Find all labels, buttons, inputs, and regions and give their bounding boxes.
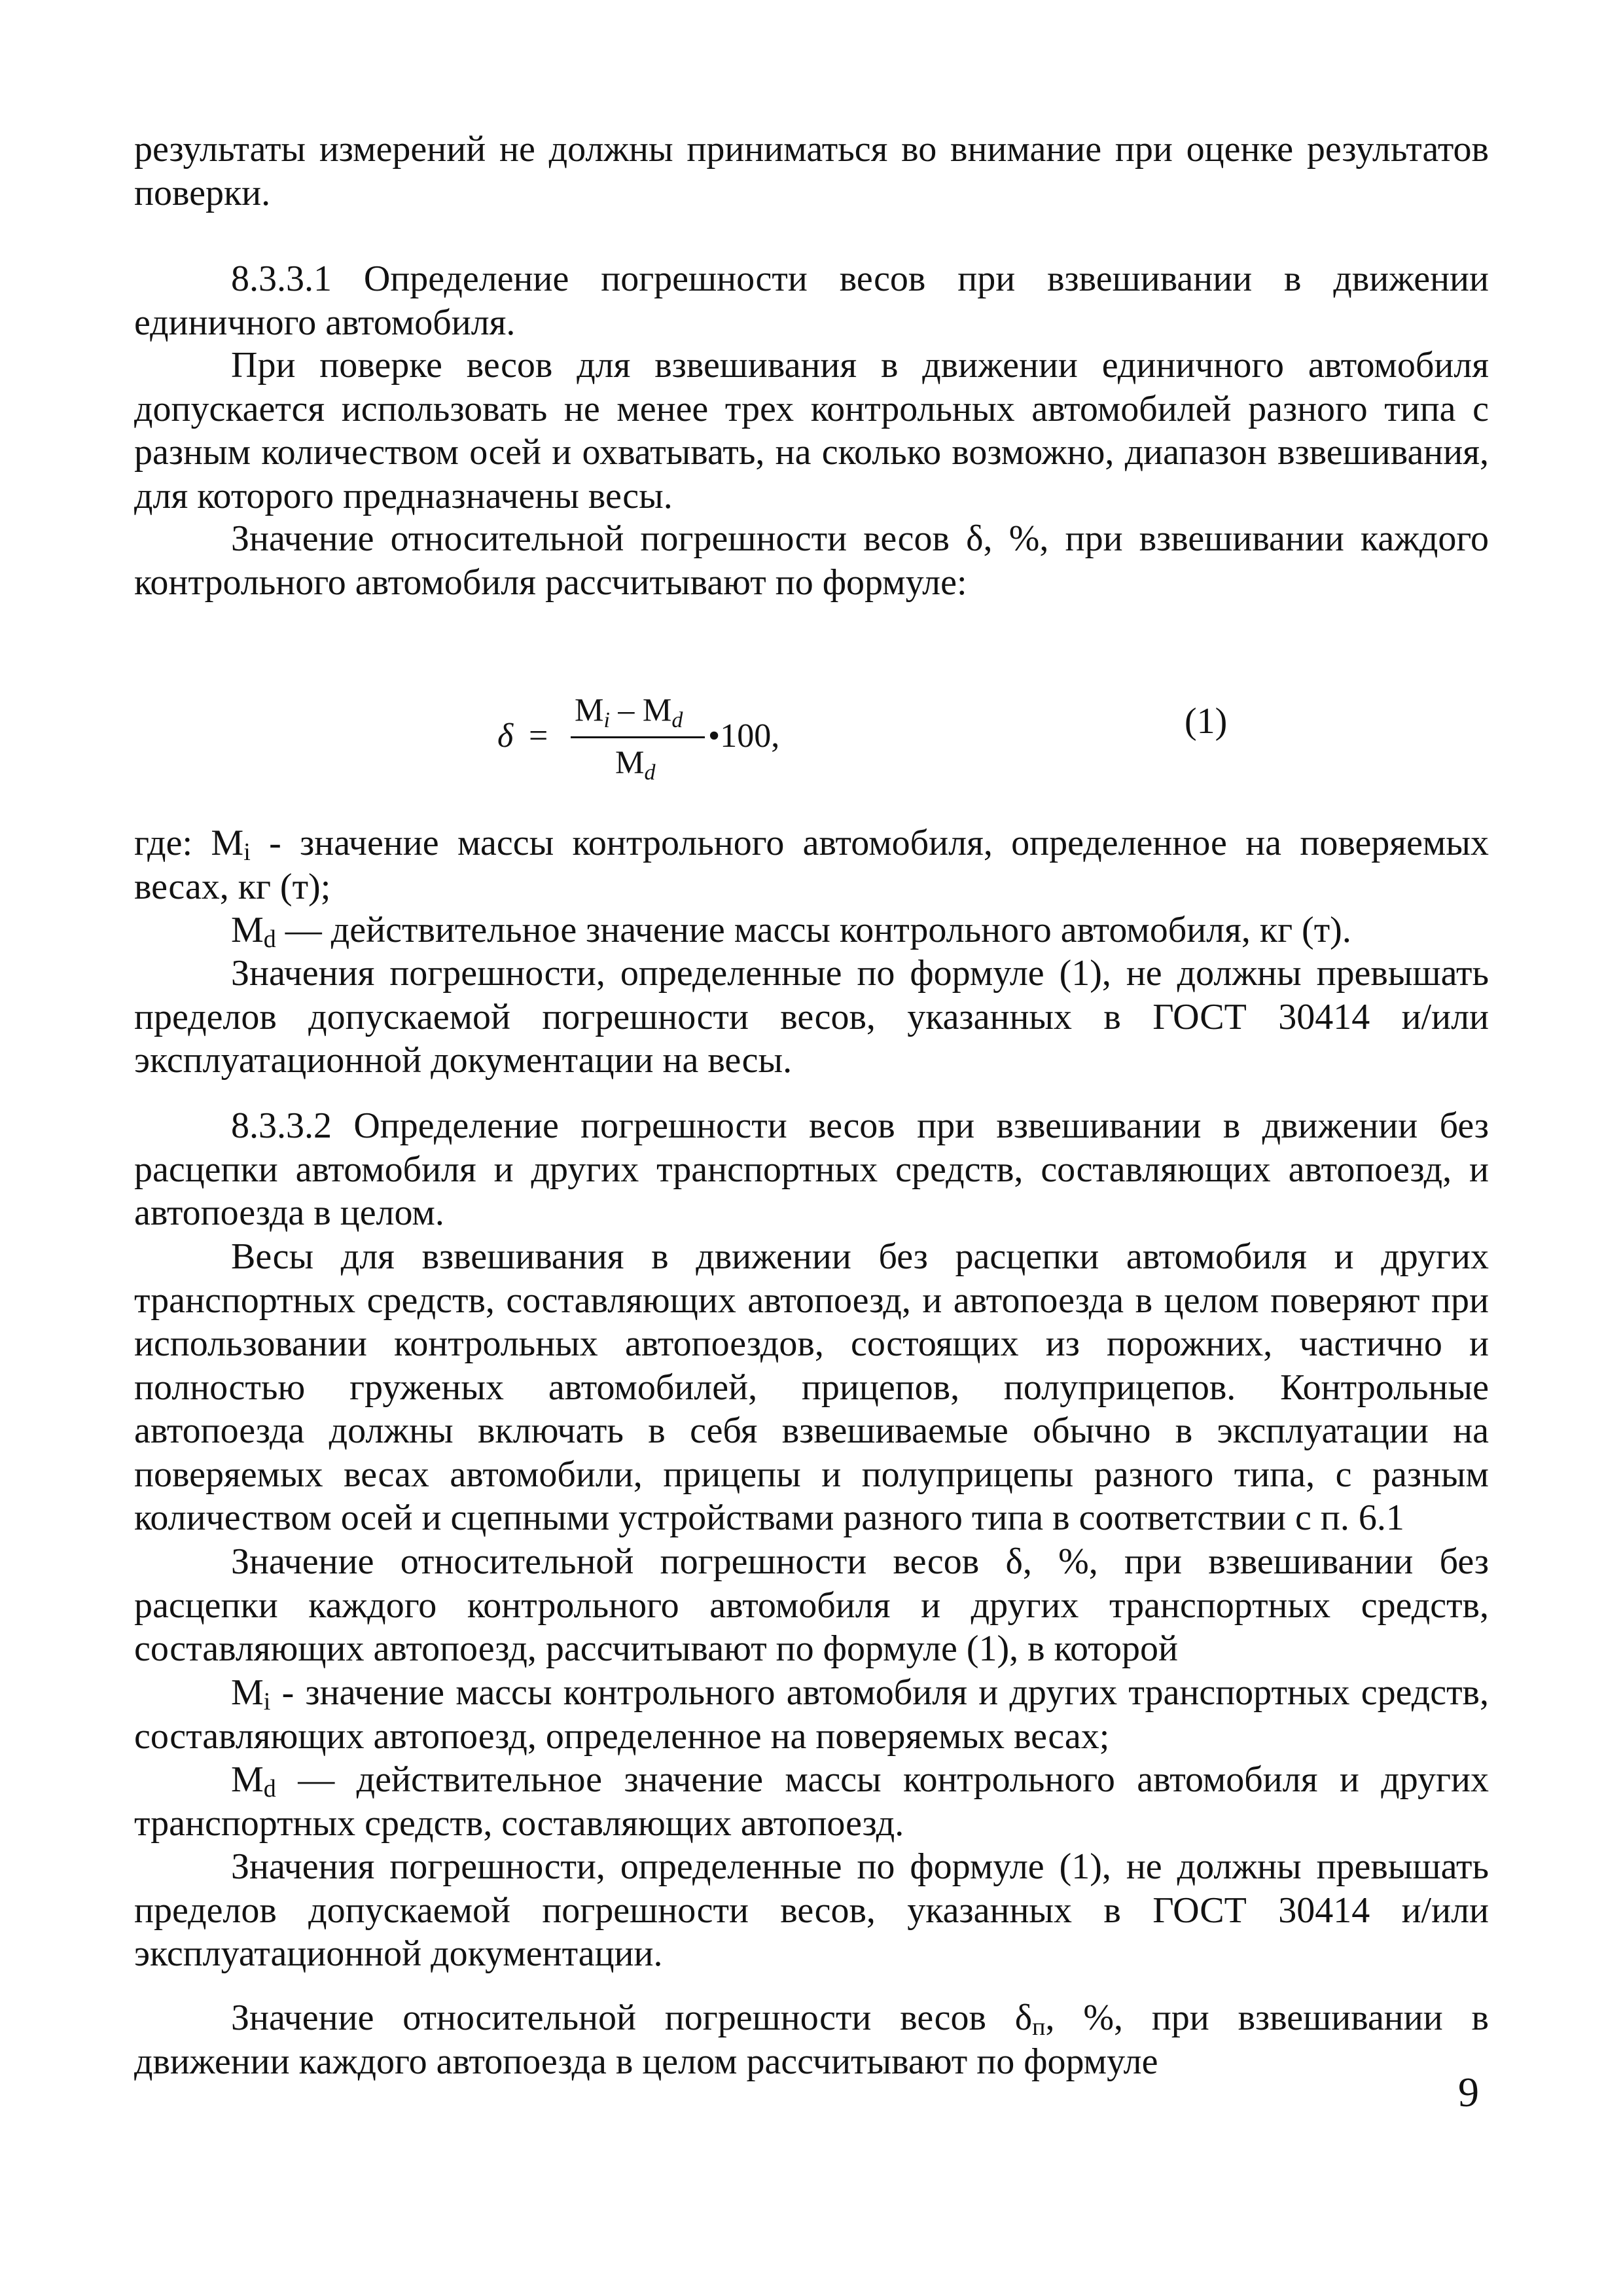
paragraph-road-train-error-intro: Значение относительной погрешности весов δ, %, при взвешивании без расцепки каждого контрольного автомобиля и других транспортных средств, составляющих автопоезд, рассчитывают по формуле (1), в которой (134, 1541, 1489, 1669)
paragraph-md-definition: $M_d$ — действительное значение массы контрольного автомобиля, кг (т). (231, 910, 1351, 953)
formula-numerator: $M_i - M_d$ (575, 691, 683, 732)
page-number: 9 (1458, 2069, 1479, 2115)
formula-denominator: $M_d$ (615, 744, 656, 785)
formula-multiplier: •100, (708, 717, 780, 755)
section-heading-8-3-3-1: 8.3.3.1 Определение погрешности весов при взвешивании в движении единичного автомобиля. (134, 259, 1489, 343)
paragraph-road-train-limits: Значения погрешности, определенные по формуле (1), не должны превышать пределов допускаемой погрешности весов, указанных в ГОСТ 30414 и/или эксплуатационной документации. (134, 1846, 1489, 1974)
formula-delta: δ (497, 717, 514, 755)
formula-number: (1) (1185, 701, 1228, 742)
paragraph-road-train-verification: Весы для взвешивания в движении без расцепки автомобиля и других транспортных средств, составляющих автопоезд, и автопоезда в целом поверяют при использовании контрольных автопоездов, состоящих из порожних, частично и полностью груженых автомобилей, прицепов, полуприцепов. Контрольные автопоезда должны включать в себя взвешиваемые обычно в эксплуатации на поверяемых весах автомобили, прицепы и полуприцепы разного типа, с разным количеством осей и сцепными устройствами разного типа в соответствии с п. 6.1 (134, 1236, 1489, 1538)
paragraph-road-train-md: $M_d$ — действительное значение массы контрольного автомобиля и других транспортных средств, составляющих автопоезд. (134, 1759, 1489, 1844)
paragraph-mi-definition: где: $M_i$ - значение массы контрольного автомобиля, определенное на поверяемых весах, кг (т); (134, 823, 1489, 907)
paragraph-whole-train-error: Значение относительной погрешности весов $\delta_п$, %, при взвешивании в движении каждого автопоезда в целом рассчитывают по формуле (134, 1998, 1489, 2082)
formula-fraction-bar (571, 736, 705, 738)
formula-1 (497, 691, 1152, 789)
section-heading-8-3-3-2: 8.3.3.2 Определение погрешности весов при взвешивании в движении без расцепки автомобиля и других транспортных средств, составляющих автопоезд, и автопоезда в целом. (134, 1105, 1489, 1233)
paragraph-relative-error-intro: Значение относительной погрешности весов δ, %, при взвешивании каждого контрольного автомобиля рассчитывают по формуле: (134, 518, 1489, 603)
paragraph-road-train-mi: $M_i$ - значение массы контрольного автомобиля и других транспортных средств, составляющих автопоезд, определенное на поверяемых весах; (134, 1672, 1489, 1757)
paragraph-results-note: результаты измерений не должны приниматься во внимание при оценке результатов поверки. (134, 129, 1489, 213)
paragraph-error-limits: Значения погрешности, определенные по формуле (1), не должны превышать пределов допускаемой погрешности весов, указанных в ГОСТ 30414 и/или эксплуатационной документации на весы. (134, 953, 1489, 1081)
formula-equals: = (529, 717, 548, 755)
paragraph-single-vehicle-verification: При поверке весов для взвешивания в движении единичного автомобиля допускается использовать не менее трех контрольных автомобилей разного типа с разным количеством осей и охватывать, на сколько возможно, диапазон взвешивания, для которого предназначены весы. (134, 345, 1489, 516)
